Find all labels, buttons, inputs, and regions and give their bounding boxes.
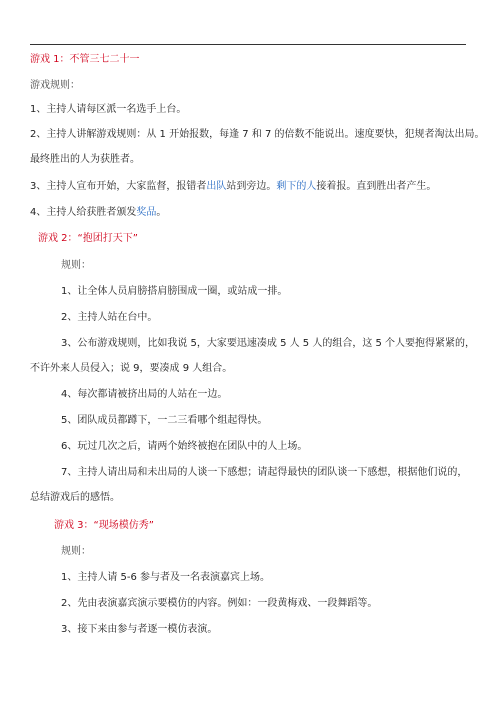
game1-title: 游戏 1：不管三七二十一: [30, 54, 140, 65]
game2-title: 游戏 2：“抱团打天下”: [38, 233, 138, 244]
game1-rule-3-left: 剩下的人: [276, 181, 317, 192]
game3-rule-2: 2、先由表演嘉宾演示要模仿的内容。例如：一段黄梅戏、一段舞蹈等。: [61, 598, 378, 609]
game1-rule-4-post: 。: [156, 207, 167, 218]
game1-rule-3-post: 接着报。直到胜出者产生。: [316, 181, 437, 192]
game2-rule-3-line1: 3、公布游戏规则，比如我说 5，大家要迅速凑成 5 人 5 人的组合，这 5 个人要抱得紧紧的，: [61, 338, 476, 349]
game3-rule-1: 1、主持人请 5-6 参与者及一名表演嘉宾上场。: [61, 572, 271, 583]
game2-rule-1: 1、让全体人员肩膀搭肩膀围成一圈，或站成一排。: [61, 286, 288, 297]
game2-rule-7-line1: 7、主持人请出局和未出局的人谈一下感想；请起得最快的团队谈一下感想，根据他们说的，: [61, 467, 468, 478]
game1-rule-2-line2: 最终胜出的人为获胜者。: [30, 154, 140, 165]
game1-rule-3-mid: 站到旁边。: [226, 181, 277, 192]
game1-rule-4: [30, 207, 166, 219]
game1-rule-3: [30, 181, 436, 193]
game2-rule-4: 4、每次都请被挤出局的人站在一边。: [61, 389, 228, 400]
game2-rule-3-line2: 不许外来人员侵入；说 9，要凑成 9 人组合。: [30, 363, 233, 374]
game1-rules-label: 游戏规则：: [30, 80, 80, 91]
game1-rule-3-pre: 3、主持人宣布开始，大家监督，报错者: [30, 181, 207, 192]
game3-rules-label: 规则：: [61, 546, 91, 557]
header-rule: [30, 44, 466, 45]
game2-rule-6: 6、玩过几次之后，请两个始终被抱在团队中的人上场。: [61, 441, 308, 452]
game3-title: 游戏 3：“现场模仿秀”: [54, 520, 154, 531]
game1-rule-2-line1: 2、主持人讲解游戏规则：从 1 开始报数，每逢 7 和 7 的倍数不能说出。速度要快，犯规者淘汰出局。: [30, 129, 485, 140]
game1-rule-4-prize: 奖品: [136, 207, 157, 218]
game2-rules-label: 规则：: [61, 260, 91, 271]
game1-rule-1: 1、主持人请每区派一名选手上台。: [30, 104, 187, 115]
game3-rule-3: 3、接下来由参与者逐一模仿表演。: [61, 624, 218, 635]
game1-rule-4-pre: 4、主持人给获胜者颁发: [30, 207, 137, 218]
game2-rule-2: 2、主持人站在台中。: [61, 312, 158, 323]
game1-rule-3-out: 出队: [206, 181, 227, 192]
game2-rule-7-line2: 总结游戏后的感悟。: [30, 492, 120, 503]
game2-rule-5: 5、团队成员都蹲下，一二三看哪个组起得快。: [61, 415, 268, 426]
